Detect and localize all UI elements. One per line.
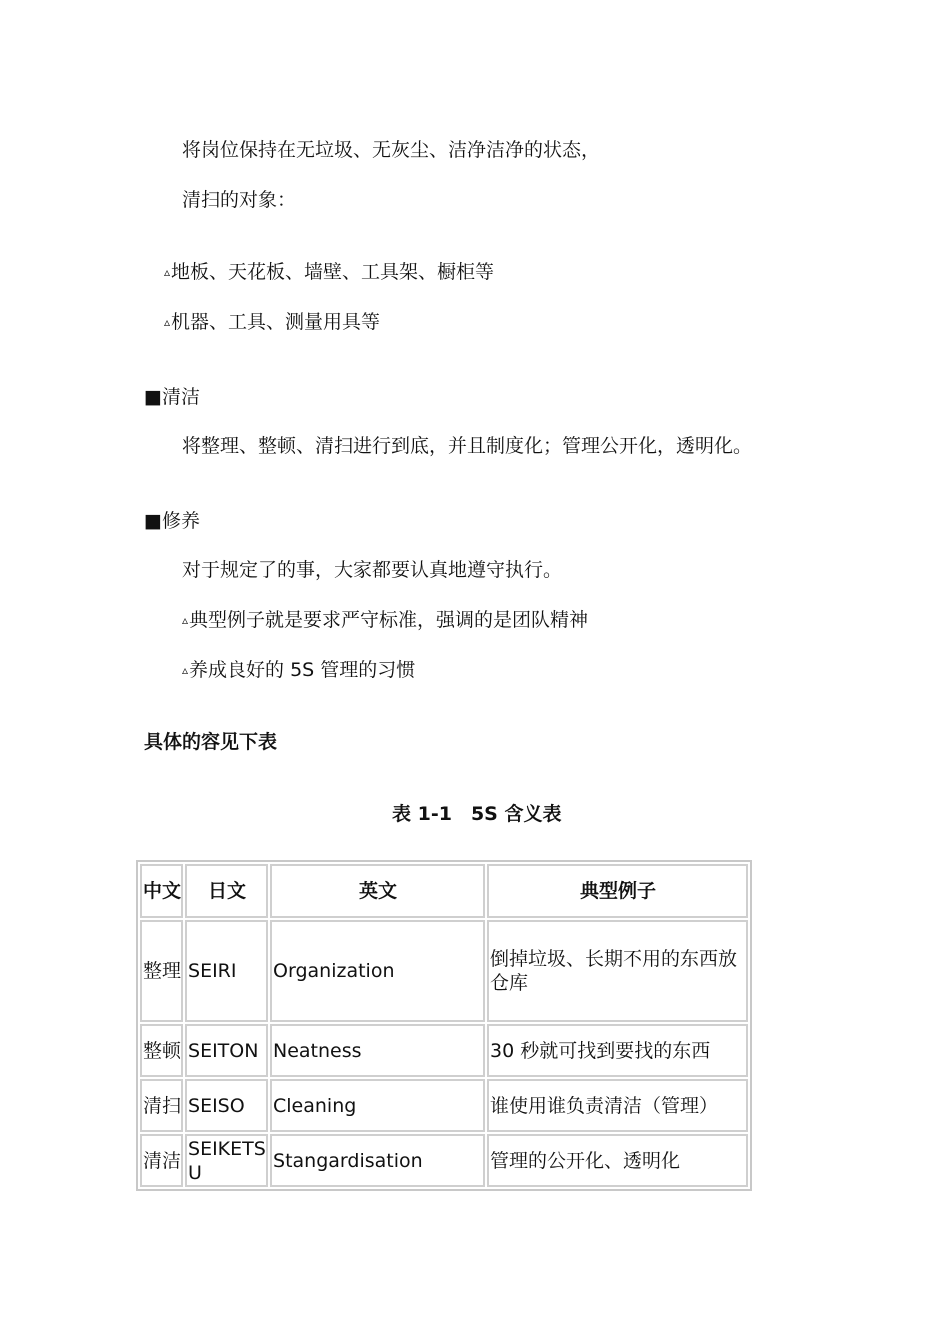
- table-row: [140, 1134, 748, 1187]
- table-intro: 具体的容见下表: [144, 731, 278, 753]
- column-header-example: 典型例子: [487, 864, 748, 918]
- cell-english: Stangardisation: [270, 1134, 485, 1187]
- cell-japanese: SEIRI: [185, 920, 268, 1022]
- seiso-object-item: [164, 310, 380, 336]
- table-row: [140, 1079, 748, 1132]
- list-item-text: 机器、工具、测量用具等: [171, 311, 381, 333]
- cell-japanese: SEITON: [185, 1024, 268, 1077]
- cell-english: Cleaning: [270, 1079, 485, 1132]
- seiso-objects-label: 清扫的对象：: [182, 189, 297, 211]
- cell-japanese: SEISO: [185, 1079, 268, 1132]
- table-row: [140, 1024, 748, 1077]
- column-header-english: 英文: [270, 864, 485, 918]
- seiketsu-description: 将整理、整顿、清扫进行到底，并且制度化；管理公开化，透明化。: [182, 435, 753, 457]
- list-item-text: 地板、天花板、墙壁、工具架、橱柜等: [171, 261, 495, 283]
- seiso-object-item: [164, 260, 494, 286]
- triangle-bullet-icon: ▵: [182, 663, 189, 677]
- section-heading-text: 清洁: [161, 386, 200, 408]
- cell-example: 倒掉垃圾、长期不用的东西放仓库: [487, 920, 748, 1022]
- list-item-text: 养成良好的 5S 管理的习惯: [189, 659, 416, 681]
- column-header-chinese: 中文: [140, 864, 183, 918]
- cell-example: 管理的公开化、透明化: [487, 1134, 748, 1187]
- triangle-bullet-icon: ▵: [182, 613, 189, 627]
- column-header-japanese: 日文: [185, 864, 268, 918]
- cell-chinese: 清洁: [140, 1134, 183, 1187]
- cell-chinese: 整理: [140, 920, 183, 1022]
- 5s-meaning-table: [136, 860, 752, 1191]
- triangle-bullet-icon: ▵: [164, 265, 171, 279]
- section-heading-shitsuke: [144, 509, 200, 533]
- cell-japanese: SEIKETSU: [185, 1134, 268, 1187]
- section-heading-text: 修养: [161, 510, 200, 532]
- table-caption: 表 1-1 5S 含义表: [392, 803, 562, 825]
- seiso-description: 将岗位保持在无垃圾、无灰尘、洁净洁净的状态，: [182, 139, 601, 161]
- table-row: [140, 920, 748, 1022]
- cell-chinese: 整顿: [140, 1024, 183, 1077]
- cell-english: Organization: [270, 920, 485, 1022]
- cell-english: Neatness: [270, 1024, 485, 1077]
- square-bullet-icon: ■: [144, 386, 162, 408]
- cell-example: 谁使用谁负责清洁（管理）: [487, 1079, 748, 1132]
- square-bullet-icon: ■: [144, 510, 162, 532]
- table-header-row: [140, 864, 748, 918]
- triangle-bullet-icon: ▵: [164, 315, 171, 329]
- section-heading-seiketsu: [144, 385, 200, 409]
- cell-chinese: 清扫: [140, 1079, 183, 1132]
- cell-example: 30 秒就可找到要找的东西: [487, 1024, 748, 1077]
- shitsuke-point: [182, 658, 415, 684]
- shitsuke-point: [182, 608, 588, 634]
- list-item-text: 典型例子就是要求严守标准，强调的是团队精神: [189, 609, 589, 631]
- shitsuke-description: 对于规定了的事，大家都要认真地遵守执行。: [182, 559, 563, 581]
